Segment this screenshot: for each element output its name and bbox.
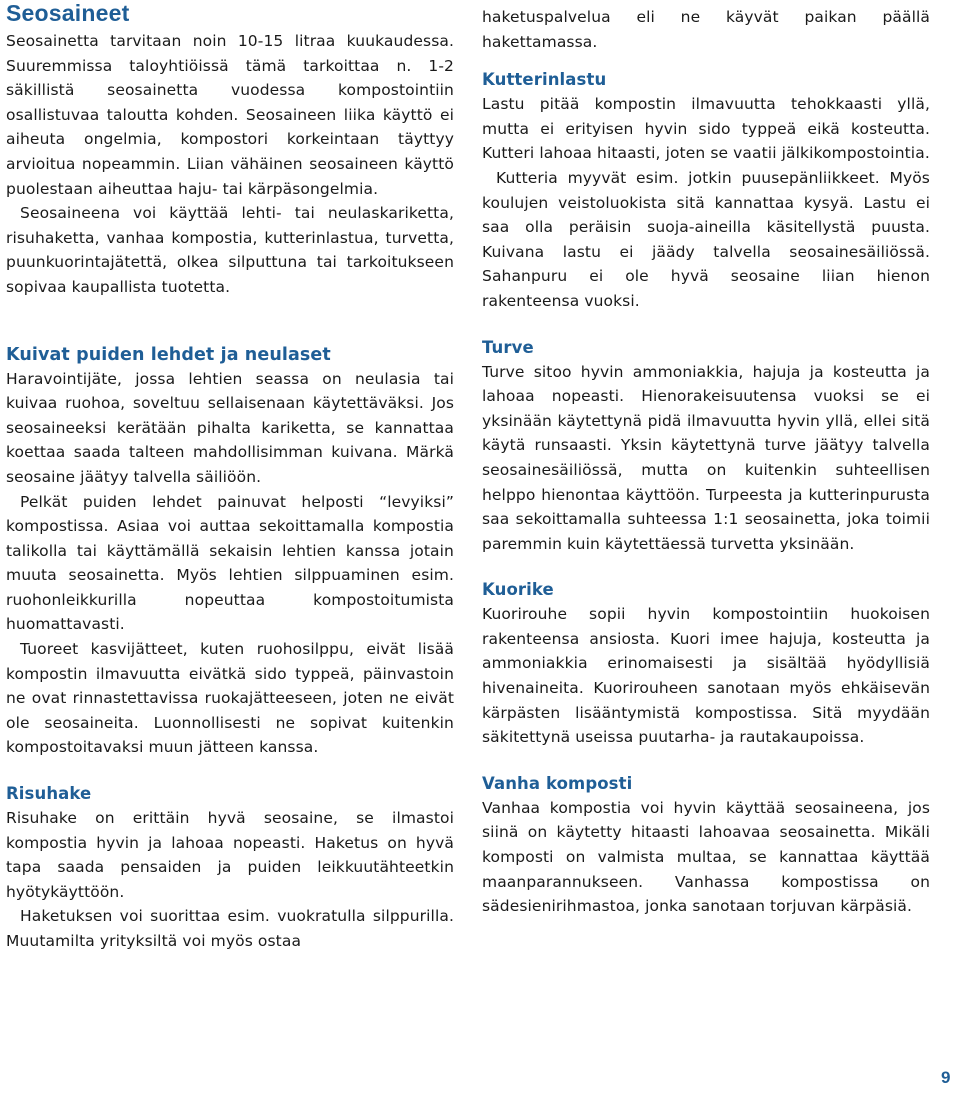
section-heading-bark: Kuorike [482,580,554,600]
chips-continuation: haketuspalvelua eli ne käyvät paikan päällä hakettamassa. [482,8,930,51]
chips-paragraph-1: Risuhake on erittäin hyvä seosaine, se ilmastoi kompostia hyvin ja lahoaa nopeasti. Haketus on hyvä tapa saada pensaiden ja puiden leikkuutähteetkin hyötykäyttöön. [6,809,454,901]
section-heading-peat: Turve [482,337,534,357]
section-spacer [482,750,930,772]
section-heading-chips: Risuhake [6,784,92,804]
chips-paragraph-2: Haketuksen voi suorittaa esim. vuokratulla silppurilla. Muutamilta yrityksiltä voi myös ostaa [6,907,454,950]
page-title: Seosaineet [6,0,130,26]
section-spacer [6,760,454,782]
old-compost-paragraph-1: Vanhaa kompostia voi hyvin käyttää seosaineena, jos siinä on käytetty hitaasti lahoavaa seosainetta. Mikäli komposti on valmista multaa, se kannattaa käyttää maanparannukseen. Vanhassa kompostissa on sädesienirihmastoa, jonka sanotaan torjuvan kärpäsiä. [482,798,930,916]
intro-paragraph-2: Seosaineena voi käyttää lehti- tai neulaskariketta, risuhaketta, vanhaa kompostia, kutterinlastua, turvetta, puunkuorintajätettä, olkea silputtuna tai tarkoitukseen sopivaa kaupallista tuotetta. [6,204,454,296]
leaves-paragraph-3: Tuoreet kasvijätteet, kuten ruohosilppu, eivät lisää kompostin ilmavuutta eivätkä sido typpeä, päinvastoin ne ovat rinnastettavissa ruokajätteeseen, joten ne eivät ole seosaineita. Luonnollisesti ne sopivat kuitenkin kompostoitavaksi muun jätteen kanssa. [6,640,454,757]
section-heading-leaves: Kuivat puiden lehdet ja neulaset [6,344,331,365]
left-column [6,0,454,954]
bark-paragraph-1: Kuorirouhe sopii hyvin kompostointiin huokoisen rakenteensa ansiosta. Kuori imee hajuja, kosteutta ja ammoniakkia erinomaisesti ja sisältää hyödyllisiä hivenaineita. Kuorirouheen sanotaan myös ehkäisevän kärpästen lisääntymistä kompostissa. Sitä myydään säkitettynä useissa puutarha- ja rautakaupoissa. [482,605,930,747]
section-spacer [482,54,930,68]
shavings-paragraph-1: Lastu pitää kompostin ilmavuutta tehokkaasti yllä, mutta ei erityisen hyvin sido typpeä eikä kosteutta. Kutteri lahoaa hitaasti, joten se vaatii jälkikompostointia. [482,95,930,163]
right-column [482,0,930,919]
section-heading-shavings: Kutterinlastu [482,70,607,90]
section-spacer [482,314,930,336]
intro-paragraph-1: Seosainetta tarvitaan noin 10-15 litraa kuukaudessa. Suuremmissa taloyhtiöissä tämä tarkoittaa n. 1-2 säkillistä seosainetta vuodessa kompostointiin osallistuvaa taloutta kohden. Seosaineen liika käyttö ei aiheuta ongelmia, kompostori korkeintaan täyttyy arvioitua nopeammin. Liian vähäinen seosaineen käyttö puolestaan aiheuttaa haju- tai kärpäsongelmia. [6,32,454,198]
leaves-paragraph-2: Pelkät puiden lehdet painuvat helposti “levyiksi” kompostissa. Asiaa voi auttaa sekoittamalla kompostia talikolla tai käyttämällä sekaisin lehtien kanssa jotain muuta seosainetta. Myös lehtien silppuaminen esim. ruohonleikkurilla nopeuttaa kompostoitumista huomattavasti. [6,492,454,634]
page-number: 9 [941,1068,951,1087]
section-spacer [482,556,930,578]
section-spacer [6,300,454,343]
leaves-paragraph-1: Haravointijäte, jossa lehtien seassa on neulasia tai kuivaa ruohoa, soveltuu sellaisenaan käytettäväksi. Jos seosaineeksi kerätään pihalta kariketta, se kannattaa koettaa saada talteen mahdollisimman kuivana. Märkä seosaine jäätyy talvella säiliöön. [6,369,454,486]
peat-paragraph-1: Turve sitoo hyvin ammoniakkia, hajuja ja kosteutta ja lahoaa nopeasti. Hienorakeisuutensa vuoksi se ei yksinään käytettynä pidä ilmavuutta hyvin yllä, ellei sitä käytä runsaasti. Yksin käytettynä turve jäätyy talvella seosainesäiliössä, mutta on kuitenkin suhteellisen helppo hienontaa käyttöön. Turpeesta ja kutterinpurusta saa sekoittamalla suhteessa 1:1 seosainetta, joka toimii paremmin kuin käytettäessä turvetta yksinään. [482,362,930,553]
section-heading-old-compost: Vanha komposti [482,773,633,793]
shavings-paragraph-2: Kutteria myyvät esim. jotkin puusepänliikkeet. Myös koulujen veistoluokista sitä kannattaa kysyä. Lastu ei saa olla peräisin suoja-aineilla käsitellystä puusta. Kuivana lastu ei jäädy talvella seosainesäiliössä. Sahanpuru ei ole hyvä seosaine liian hienon rakenteensa vuoksi. [482,168,930,310]
